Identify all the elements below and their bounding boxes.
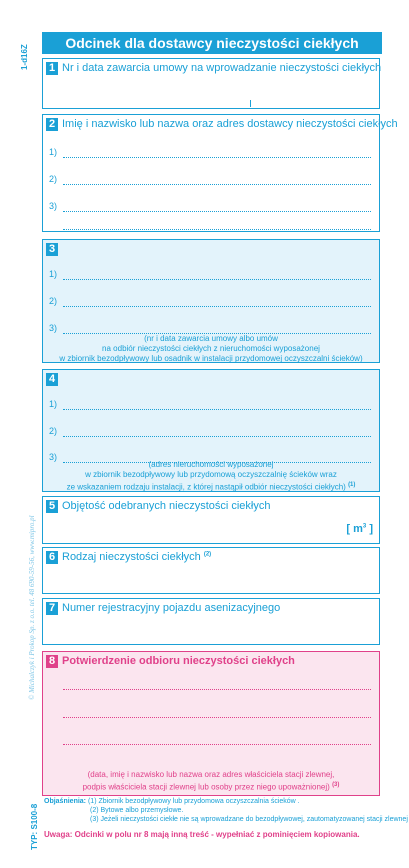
line-field[interactable]: 1) [49,399,371,411]
section-7[interactable] [42,598,380,645]
line-field[interactable] [63,734,371,746]
section-5[interactable] [42,496,380,544]
section-number: 5 [46,500,58,513]
section-number: 4 [46,373,58,386]
section-number: 1 [46,62,58,75]
form-code: 1-d16Z [20,44,29,70]
section-title: Numer rejestracyjny pojazdu asenizacyjnego [62,602,281,614]
line-field[interactable]: 3) [49,452,371,464]
section-1[interactable] [42,58,380,109]
section-2[interactable] [42,114,398,232]
section-number: 7 [46,602,58,615]
section-number: 2 [46,118,58,131]
line-field[interactable] [63,707,371,719]
line-field[interactable]: 3) [49,201,371,213]
section-6[interactable] [42,547,380,594]
section-4[interactable] [42,369,380,492]
section-title: Imię i nazwisko lub nazwa oraz adres dostawcy nieczystości ciekłych [62,118,398,130]
explanations: Objaśnienia: (1) Zbiornik bezodpływowy lub przydomowa oczyszczalnia ścieków . (2) Bytowe albo przemysłowe. (3) Jeżeli nieczystości ciekłe nie są wprowadzane do bezodpływowej, zautomatyzowanej stacji zlewnej [44,798,408,823]
line-field[interactable] [63,219,371,231]
section-number: 8 [46,655,58,668]
text-cursor [250,100,251,107]
unit-label: [ $m^3$ ] [346,523,373,535]
line-field[interactable]: 3) [49,323,371,335]
line-field[interactable]: 2) [49,174,371,186]
form-type: TYP: S100-8 [30,803,39,850]
section-title: Objętość odebranych nieczystości ciekłych [62,500,271,512]
section-3[interactable] [42,239,380,363]
section-title: Potwierdzenie odbioru nieczystości ciekłych [62,655,295,667]
warning-note: Uwaga: Odcinki w polu nr 8 mają inną treść - wypełniać z pominięciem kopiowania. [44,830,360,839]
line-field[interactable]: 1) [49,147,371,159]
field-caption: (data, imię i nazwisko lub nazwa oraz adres właściciela stacji zlewnej, podpis właściciela stacji zlewnej lub osoby przez niego upoważnionej) $^{(3)}$ [82,770,340,792]
publisher-credit: © Michalczyk i Prokop Sp. z o.o. tel. 48 690-59-56, www.mipro.pl [28,515,36,700]
section-title: Rodzaj nieczystości ciekłych $^{(2)}$ [62,551,212,563]
section-title: Nr i data zawarcia umowy na wprowadzanie nieczystości ciekłych [62,62,382,74]
section-number: 3 [46,243,58,256]
line-field[interactable]: 1) [49,269,371,281]
section-number: 6 [46,551,58,564]
section-8[interactable] [42,651,380,796]
form-header: Odcinek dla dostawcy nieczystości ciekłych [42,32,382,54]
line-field[interactable] [63,679,371,691]
line-field[interactable]: 2) [49,296,371,308]
line-field[interactable]: 2) [49,426,371,438]
field-caption: (adres nieruchomości wyposażonej w zbiornik bezodpływowy lub przydomową oczyszczalnię ścieków wraz ze wskazaniem rodzaju instalacji, z której nastąpił odbiór nieczystości ciekłych) $^{(1)}$ [66,460,356,492]
field-caption: (nr i data zawarcia umowy albo umów na odbiór nieczystości ciekłych z nieruchomości wyposażonej w zbiornik bezodpływowy lub osadnik w instalacji przydomowej oczyszczalni ścieków) [59,334,363,363]
